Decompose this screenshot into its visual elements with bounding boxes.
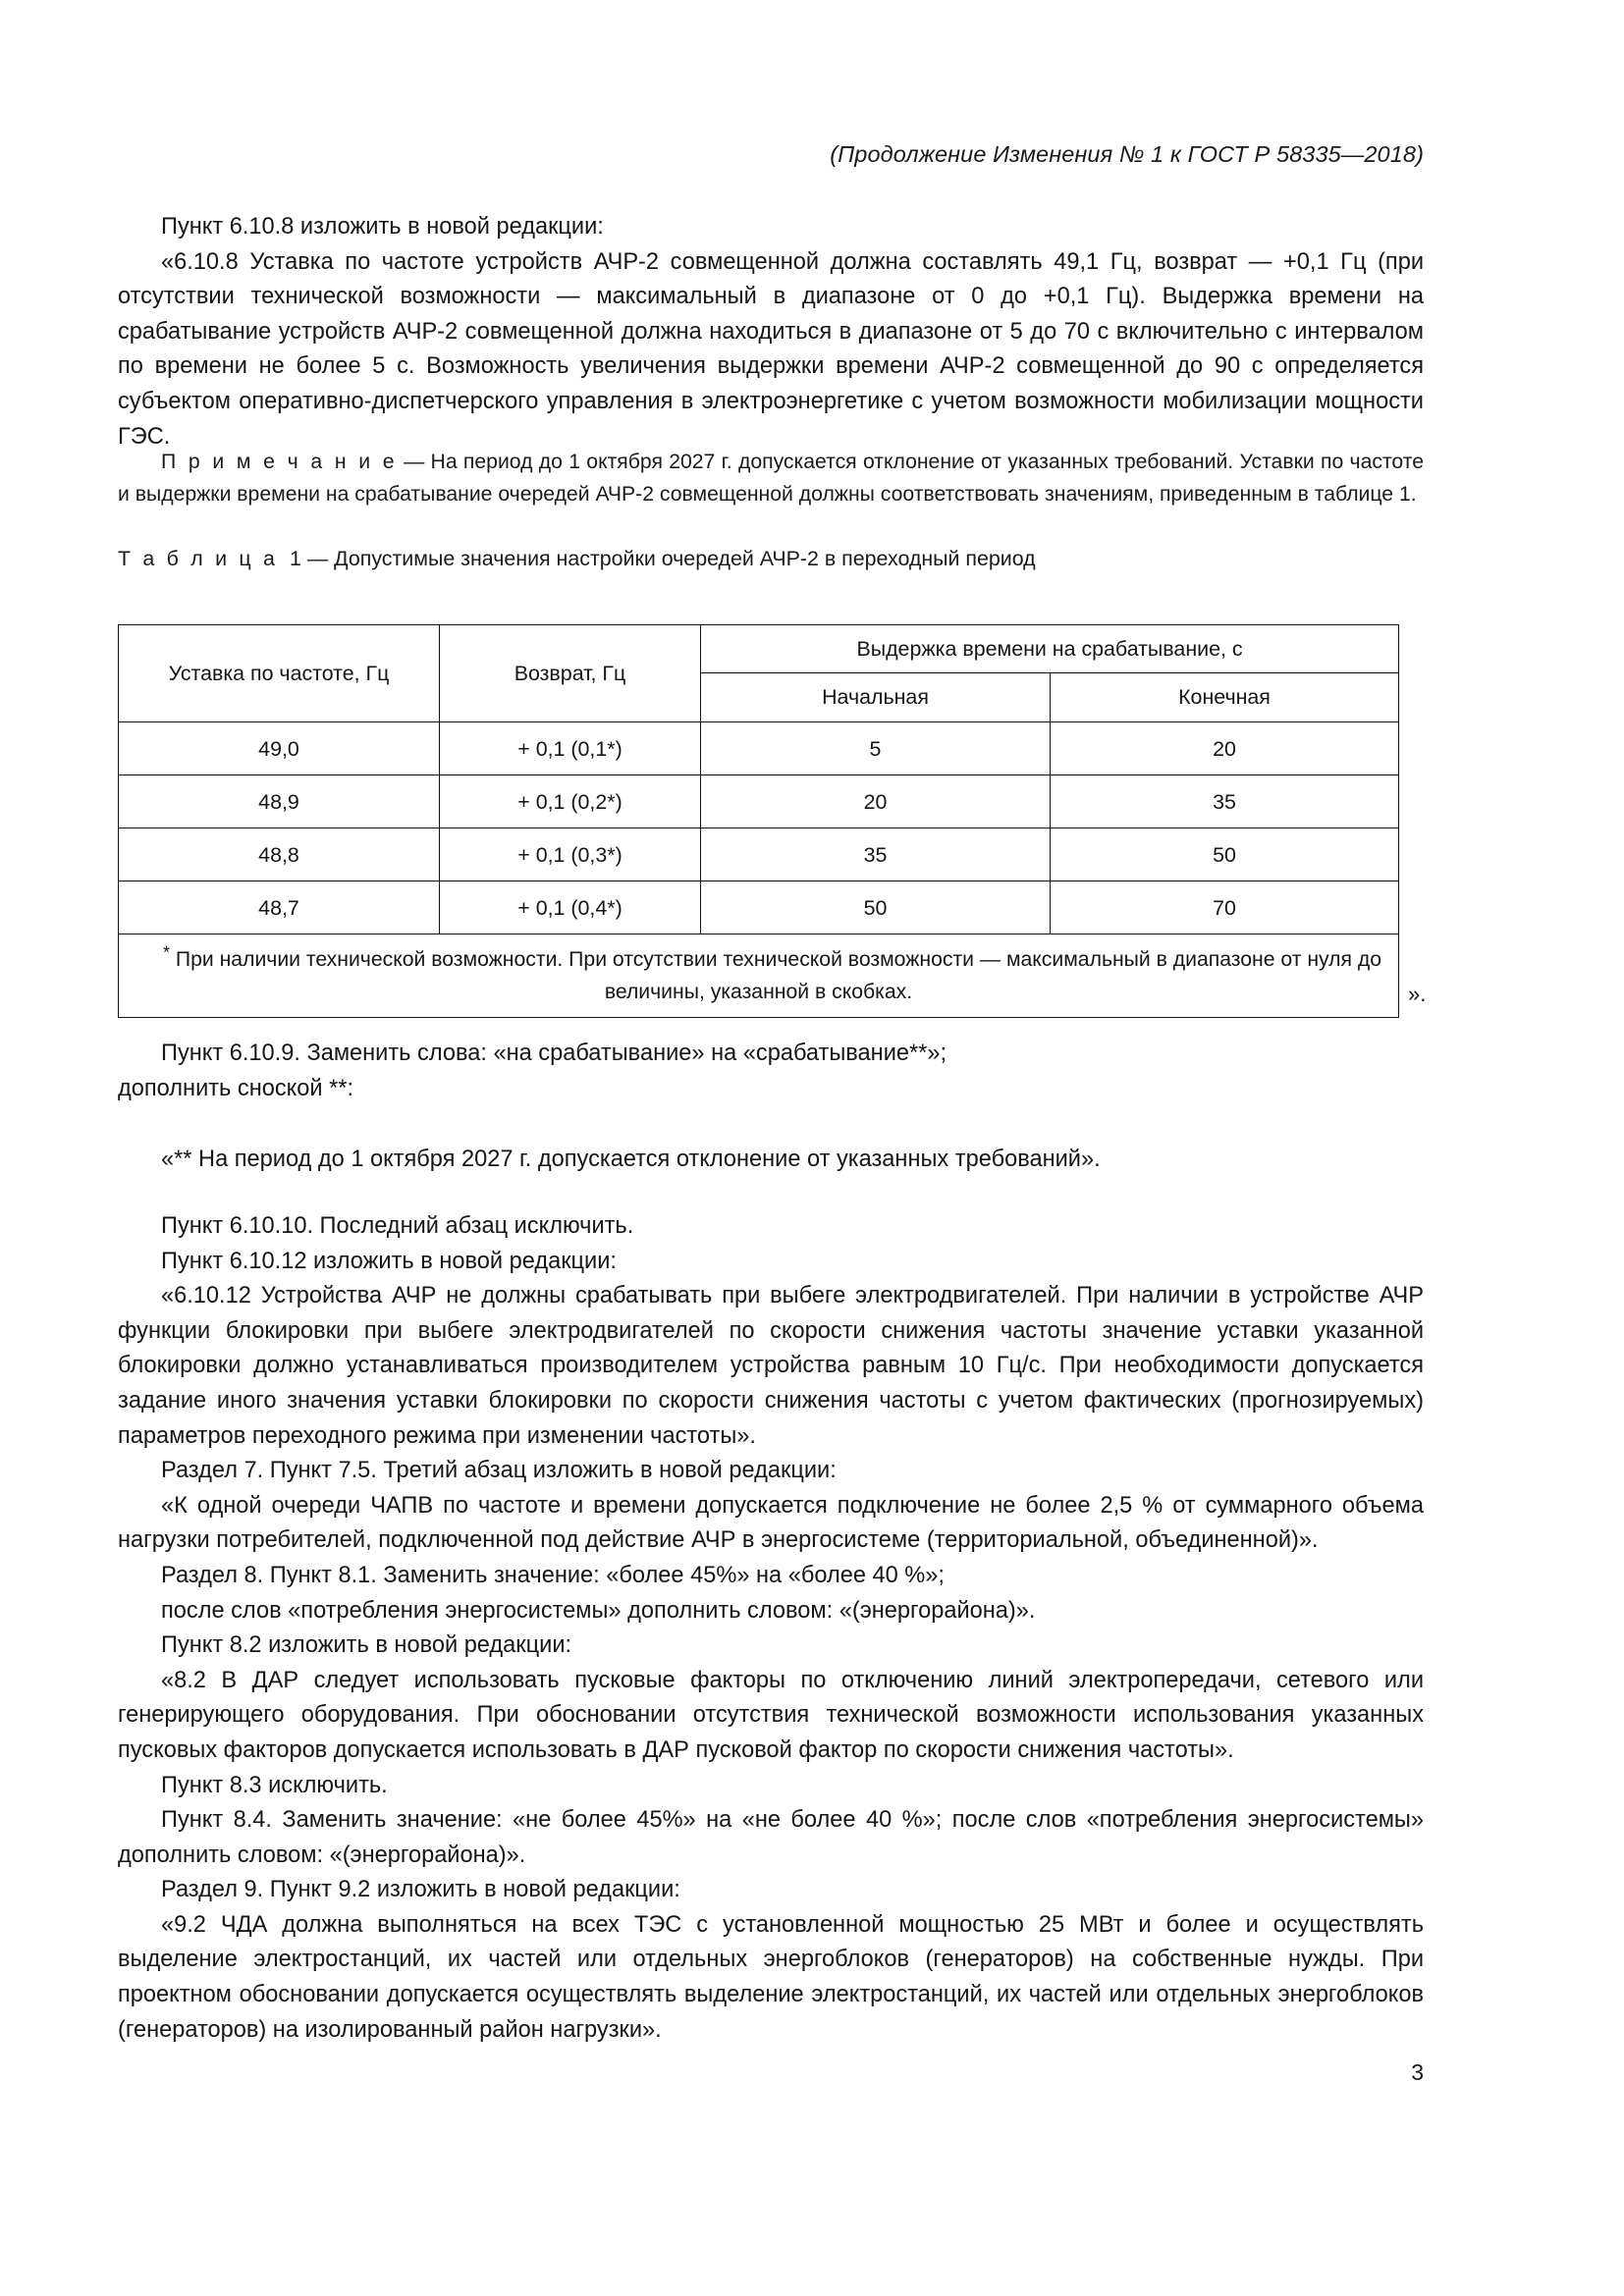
table-header-row-1 (119, 625, 1399, 673)
footnote-text: При наличии технической возможности. При отсутствии технической возможности — максимальный в диапазоне от нуля до величины, указанной в скобках. (175, 948, 1382, 1003)
closing-quote-mark: ». (1408, 982, 1427, 1006)
paragraph-8-1: Раздел 8. Пункт 8.1. Заменить значение: «более 45%» на «более 40 %»; (161, 1562, 945, 1588)
note-label: П р и м е ч а н и е (161, 451, 398, 473)
table-caption (118, 544, 1424, 573)
footnote-marker: * (162, 942, 170, 963)
cell-delay-start: 5 (701, 722, 1051, 775)
paragraph-6-10-10: Пункт 6.10.10. Последний абзац исключить. (161, 1213, 634, 1239)
cell-setpoint: 49,0 (119, 722, 440, 775)
paragraph-9-2-quote: «9.2 ЧДА должна выполняться на всех ТЭС с установленной мощностью 25 МВт и более и осуществлять выделение электростанций, их частей или отдельных энергоблоков (генераторов) на собственные нужды. При проектном обосновании допускается осуществлять выделение электростанций, их частей или отдельных энергоблоков (генераторов) на изолированный район нагрузки». (118, 1911, 1424, 2043)
paragraph-9-2-intro: Раздел 9. Пункт 9.2 изложить в новой редакции: (161, 1877, 680, 1903)
cell-delay-end: 50 (1051, 828, 1399, 881)
paragraph-7-5-intro: Раздел 7. Пункт 7.5. Третий абзац изложить в новой редакции: (161, 1458, 837, 1484)
table-row (119, 828, 1399, 881)
section-6-10-9 (118, 1037, 1424, 1106)
paragraph-intro-6-10-8: Пункт 6.10.8 изложить в новой редакции: (161, 214, 604, 240)
page-number: 3 (1411, 2059, 1424, 2085)
table-caption-label: Т а б л и ц а (118, 547, 279, 570)
table-body (119, 722, 1399, 1018)
paragraph-6-10-12-intro: Пункт 6.10.12 изложить в новой редакции: (161, 1248, 617, 1274)
section-footnote-2 (118, 1143, 1424, 1178)
paragraph-footnote-2: «** На период до 1 октября 2027 г. допускается отклонение от указанных требований». (161, 1147, 1101, 1172)
paragraph-6-10-12-quote: «6.10.12 Устройства АЧР не должны срабатывать при выбеге электродвигателей. При наличии в устройстве АЧР функции блокировки при выбеге электродвигателей по скорости снижения частоты значение уставки указанной блокировки должно устанавливаться производителем устройства равным 10 Гц/с. При необходимости допускается задание иного значения уставки блокировки по скорости снижения частоты с учетом фактических (прогнозируемых) параметров переходного режима при изменении частоты». (118, 1283, 1424, 1449)
header-setpoint: Уставка по частоте, Гц (119, 625, 440, 722)
cell-return: + 0,1 (0,3*) (440, 828, 701, 881)
cell-delay-end: 35 (1051, 775, 1399, 828)
paragraph-quote-6-10-8: «6.10.8 Уставка по частоте устройств АЧР-2 совмещенной должна составлять 49,1 Гц, возврат — +0,1 Гц (при отсутствии технической возможности — максимальный в диапазоне от 0 до +0,1 Гц). Выдержка времени на срабатывание устройств АЧР-2 совмещенной должна находиться в диапазоне от 5 до 70 с включительно с интервалом по времени не более 5 с. Возможность увеличения выдержки времени АЧР-2 совмещенной до 90 с определяется субъектом оперативно-диспетчерского управления в электроэнергетике с учетом возможности мобилизации мощности ГЭС. (118, 248, 1424, 450)
table-achr2-settings (118, 624, 1399, 1018)
paragraph-7-5-quote: «К одной очереди ЧАПВ по частоте и времени допускается подключение не более 2,5 % от суммарного объема нагрузки потребителей, подключенной под действие АЧР в энергосистеме (территориальной, объединенной)». (118, 1492, 1424, 1554)
cell-delay-start: 20 (701, 775, 1051, 828)
table-caption-number: 1 (289, 547, 301, 570)
cell-delay-end: 70 (1051, 881, 1399, 934)
section-6-10-8 (118, 210, 1424, 454)
header-return: Возврат, Гц (440, 625, 701, 722)
table-row (119, 881, 1399, 934)
cell-delay-start: 50 (701, 881, 1051, 934)
note-text: — На период до 1 октября 2027 г. допускается отклонение от указанных требований. Уставки по частоте и выдержки времени на срабатывание очередей АЧР-2 совмещенной должны соответствовать значениям, приведенным в таблице 1. (118, 451, 1424, 506)
section-6-10-10 (118, 1209, 1424, 2048)
table-footnote-row (119, 934, 1399, 1018)
note-block (118, 446, 1424, 510)
cell-delay-start: 35 (701, 828, 1051, 881)
paragraph-6-10-9-cont: дополнить сноской **: (118, 1075, 354, 1101)
cell-return: + 0,1 (0,1*) (440, 722, 701, 775)
header-delay-start: Начальная (701, 673, 1051, 722)
paragraph-8-2-quote: «8.2 В ДАР следует использовать пусковые факторы по отключению линий электропередачи, сетевого или генерирующего оборудования. При обосновании отсутствия технической возможности использования указанных пусковых факторов допускается использовать в ДАР пусковой фактор по скорости снижения частоты». (118, 1667, 1424, 1763)
paragraph-8-3: Пункт 8.3 исключить. (161, 1772, 388, 1798)
table-wrapper (118, 624, 1398, 1018)
paragraph-8-1-cont: после слов «потребления энергосистемы» дополнить словом: «(энергорайона)». (161, 1597, 1036, 1624)
table-row (119, 722, 1399, 775)
cell-delay-end: 20 (1051, 722, 1399, 775)
cell-setpoint: 48,8 (119, 828, 440, 881)
table-footnote-cell (119, 934, 1399, 1018)
table-head (119, 625, 1399, 722)
paragraph-6-10-9: Пункт 6.10.9. Заменить слова: «на срабатывание» на «срабатывание**»; (161, 1041, 947, 1066)
paragraph-8-4: Пункт 8.4. Заменить значение: «не более 45%» на «не более 40 %»; после слов «потребления энергосистемы» дополнить словом: «(энергорайона)». (118, 1807, 1424, 1868)
header-delay-group: Выдержка времени на срабатывание, с (701, 625, 1399, 673)
cell-return: + 0,1 (0,4*) (440, 881, 701, 934)
cell-setpoint: 48,7 (119, 881, 440, 934)
header-delay-end: Конечная (1051, 673, 1399, 722)
cell-return: + 0,1 (0,2*) (440, 775, 701, 828)
table-caption-block (118, 544, 1424, 573)
paragraph-8-2-intro: Пункт 8.2 изложить в новой редакции: (161, 1632, 572, 1659)
note-paragraph (118, 446, 1424, 510)
running-header: (Продолжение Изменения № 1 к ГОСТ Р 58335—2018) (830, 141, 1424, 167)
table-row (119, 775, 1399, 828)
cell-setpoint: 48,9 (119, 775, 440, 828)
table-caption-text: — Допустимые значения настройки очередей АЧР-2 в переходный период (306, 547, 1036, 570)
